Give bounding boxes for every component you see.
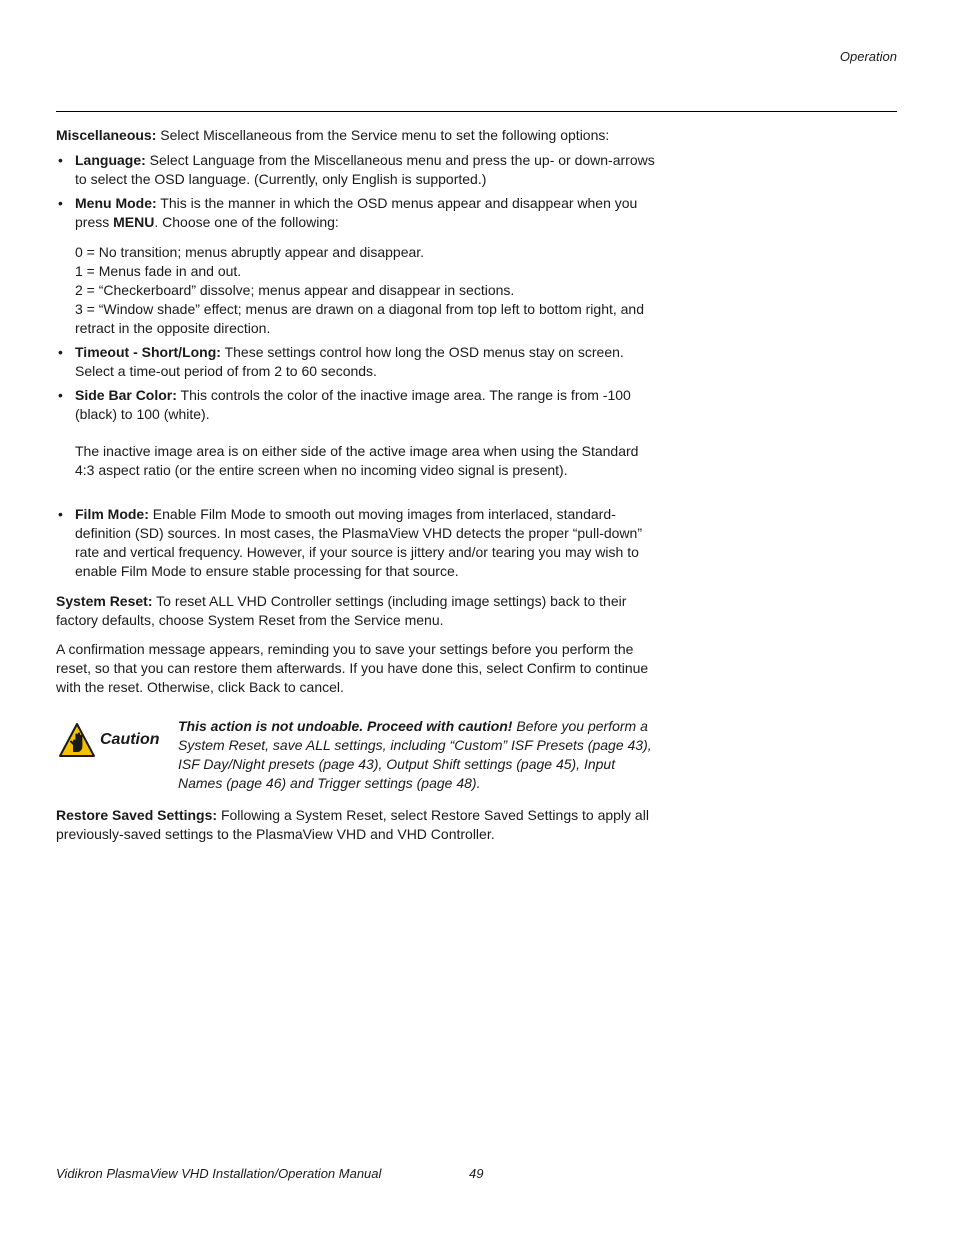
system-reset-text: To reset ALL VHD Controller settings (including image settings) back to their factory defaults, choose System Reset from the Service menu. (56, 593, 627, 628)
misc-paragraph (56, 126, 656, 145)
caution-text (178, 717, 658, 793)
menu-option: 1 = Menus fade in and out. (75, 263, 242, 279)
menu-mode-text: This is the manner in which the OSD menus appear and disappear when you press (75, 195, 638, 230)
bullet-dot: • (58, 506, 63, 522)
language-text: Select Language from the Miscellaneous menu and press the up- or down-arrows to select the OSD language. (Currently, only English is supported.) (75, 152, 655, 187)
confirmation-paragraph: A confirmation message appears, reminding you to save your settings before you perform the reset, so that you can restore them afterwards. If you have done this, select Confirm to continue with the reset. Otherwise, click Back to cancel. (56, 641, 649, 695)
bullet-dot: • (58, 195, 63, 211)
restore-paragraph (56, 806, 656, 844)
header-section-title: Operation (839, 49, 897, 64)
header-rule (56, 111, 897, 112)
bullet-side-bar-color (56, 386, 656, 424)
bullet-dot: • (58, 152, 63, 168)
bullet-language (56, 151, 656, 189)
restore-text: Following a System Reset, select Restore Saved Settings to apply all previously-saved settings to the PlasmaView VHD and VHD Controller. (56, 807, 649, 842)
footer-manual-title: Vidikron PlasmaView VHD Installation/Operation Manual (56, 1166, 382, 1181)
caution-bold: This action is not undoable. Proceed with caution! (178, 718, 513, 734)
menu-option: 0 = No transition; menus abruptly appear and disappear. (75, 244, 425, 260)
side-bar-text: This controls the color of the inactive image area. The range is from -100 (black) to 100 (white). (75, 387, 631, 422)
menu-option: 3 = “Window shade” effect; menus are drawn on a diagonal from top left to bottom right, and retract in the opposite direction. (75, 301, 645, 336)
caution-body: Before you perform a System Reset, save ALL settings, including “Custom” ISF Presets (page 43), ISF Day/Night presets (page 43), Output Shift settings (page 45), Input Names (page 46) and Trigger settings (page 48). (178, 718, 652, 791)
bullet-dot: • (58, 387, 63, 403)
side-bar-label: Side Bar Color: (75, 387, 177, 403)
footer-page-number: 49 (469, 1166, 484, 1181)
menu-mode-text-post: . Choose one of the following: (154, 214, 339, 230)
bullet-dot: • (58, 344, 63, 360)
menu-key: MENU (113, 214, 155, 230)
misc-heading: Miscellaneous: (56, 127, 157, 143)
bullet-menu-mode (56, 194, 656, 232)
caution-hand-icon (58, 722, 96, 758)
menu-mode-label: Menu Mode: (75, 195, 157, 211)
bullet-film-mode (56, 505, 656, 581)
language-label: Language: (75, 152, 146, 168)
restore-label: Restore Saved Settings: (56, 807, 218, 823)
side-bar-note: The inactive image area is on either side of the active image area when using the Standard 4:3 aspect ratio (or the entire screen when no incoming video signal is present). (75, 443, 639, 478)
film-mode-text: Enable Film Mode to smooth out moving images from interlaced, standard-definition (SD) sources. In most cases, the PlasmaView VHD detects the proper “pull-down” rate and vertical frequency. However, if your source is jittery and/or tearing you may wish to enable Film Mode to ensure stable processing for that source. (75, 506, 642, 579)
caution-label: Caution (100, 731, 160, 748)
system-reset-label: System Reset: (56, 593, 153, 609)
bullet-timeout (56, 343, 656, 381)
menu-option: 2 = “Checkerboard” dissolve; menus appear and disappear in sections. (75, 282, 515, 298)
timeout-text: These settings control how long the OSD menus stay on screen. Select a time-out period of from 2 to 60 seconds. (75, 344, 624, 379)
system-reset-paragraph (56, 592, 656, 630)
misc-intro: Select Miscellaneous from the Service menu to set the following options: (156, 127, 610, 143)
menu-mode-options (75, 243, 660, 338)
timeout-label: Timeout - Short/Long: (75, 344, 221, 360)
film-mode-label: Film Mode: (75, 506, 149, 522)
